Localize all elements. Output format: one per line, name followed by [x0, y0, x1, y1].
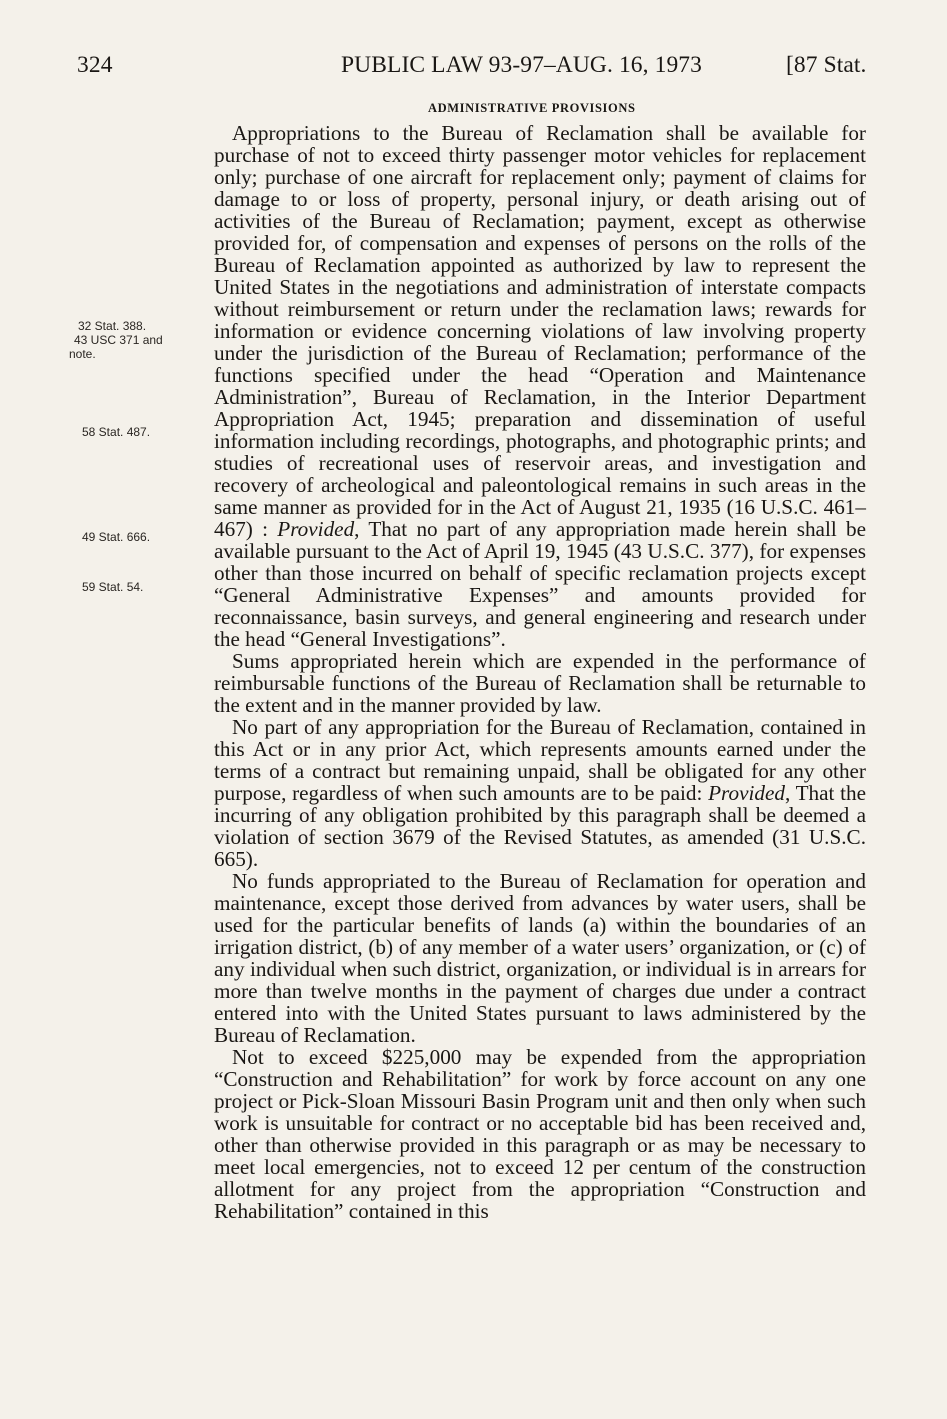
- paragraph-text: , That no part of any appropriation made herein shall be available pursuant to the Act of April 19, 1945 (43 U.S.C. 377), for expenses other than those incurred on behalf of specific reclamation projects except “General Administrative Expenses” and amounts provided for reconnaissance, basin surveys, and general engineering and research under the head “General Investigations”.: [214, 517, 866, 651]
- margin-citation-line: 49 Stat. 666.: [82, 530, 151, 544]
- body-paragraph: [214, 122, 866, 650]
- margin-citation: [82, 580, 143, 594]
- body-text: [214, 122, 866, 1222]
- page-number: 324: [77, 52, 113, 78]
- margin-citation-line: 59 Stat. 54.: [82, 580, 144, 594]
- running-title: PUBLIC LAW 93-97–AUG. 16, 1973: [341, 52, 703, 78]
- paragraph-text: Sums appropriated herein which are expended in the performance of reimbursable functions of the Bureau of Reclamation shall be returnable to the extent and in the manner provided by law.: [214, 649, 866, 717]
- margin-citation: [82, 425, 150, 439]
- section-heading: ADMINISTRATIVE PROVISIONS: [428, 101, 636, 115]
- statute-volume: [87 Stat.: [786, 52, 867, 78]
- paragraph-text: No funds appropriated to the Bureau of Reclamation for operation and maintenance, except those derived from advances by water users, shall be used for the particular benefits of lands (a) within the boundaries of an irrigation district, (b) of any member of a water users’ organization, or (c) of any individual when such district, organization, or individual is in arrears for more than twelve months in the payment of charges due under a contract entered into with the United States pursuant to laws administered by the Bureau of Reclamation.: [214, 869, 866, 1047]
- body-paragraph: [214, 1046, 866, 1222]
- margin-citation-line: note.: [69, 347, 96, 361]
- paragraph-text: Not to exceed $225,000 may be expended from the appropriation “Construction and Rehabilitation” for work by force account on any one project or Pick-Sloan Missouri Basin Program unit and then only when such work is unsuitable for contract or no acceptable bid has been received and, other than otherwise provided in this paragraph or as may be necessary to meet local emergencies, not to exceed 12 per centum of the construction allotment for any project from the appropriation “Construction and Rehabilitation” contained in this: [214, 1045, 866, 1223]
- margin-citation: [69, 319, 163, 361]
- italic-term: Provided: [277, 517, 355, 541]
- margin-citation-line: 32 Stat. 388.: [78, 319, 147, 333]
- body-paragraph: [214, 650, 866, 716]
- paragraph-text: No part of any appropriation for the Bureau of Reclamation, contained in this Act or in any prior Act, which represents amounts earned under the terms of a contract but remaining unpaid, shall be obligated for any other purpose, regardless of when such amounts are to be paid:: [214, 715, 866, 805]
- body-paragraph: [214, 870, 866, 1046]
- margin-citation-line: 58 Stat. 487.: [82, 425, 151, 439]
- margin-citation: [82, 530, 150, 544]
- italic-term: Provided: [708, 781, 785, 805]
- margin-notes: [0, 0, 210, 1419]
- body-paragraph: [214, 716, 866, 870]
- margin-citation-line: 43 USC 371 and: [74, 333, 163, 347]
- paragraph-text: Appropriations to the Bureau of Reclamation shall be available for purchase of not to exceed thirty passenger motor vehicles for replacement only; purchase of one aircraft for replacement only; payment of claims for damage to or loss of property, personal injury, or death arising out of activities of the Bureau of Reclamation; payment, except as otherwise provided for, of compensation and expenses of persons on the rolls of the Bureau of Reclamation appointed as authorized by law to represent the United States in the negotiations and administration of interstate compacts without reimbursement or return under the reclamation laws; rewards for information or evidence concerning violations of law involving property under the jurisdiction of the Bureau of Reclamation; performance of the functions specified under the head “Operation and Maintenance Administration”, Bureau of Reclamation, in the Interior Department Appropriation Act, 1945; preparation and dissemination of useful information including recordings, photographs, and photographic prints; and studies of recreational uses of reservoir areas, and investigation and recovery of archeological and paleontological remains in such areas in the same manner as provided for in the Act of August 21, 1935 (16 U.S.C. 461–467) :: [214, 121, 866, 541]
- paragraph-text: , That the incurring of any obligation prohibited by this paragraph shall be deemed a violation of section 3679 of the Revised Statutes, as amended (31 U.S.C. 665).: [214, 781, 866, 871]
